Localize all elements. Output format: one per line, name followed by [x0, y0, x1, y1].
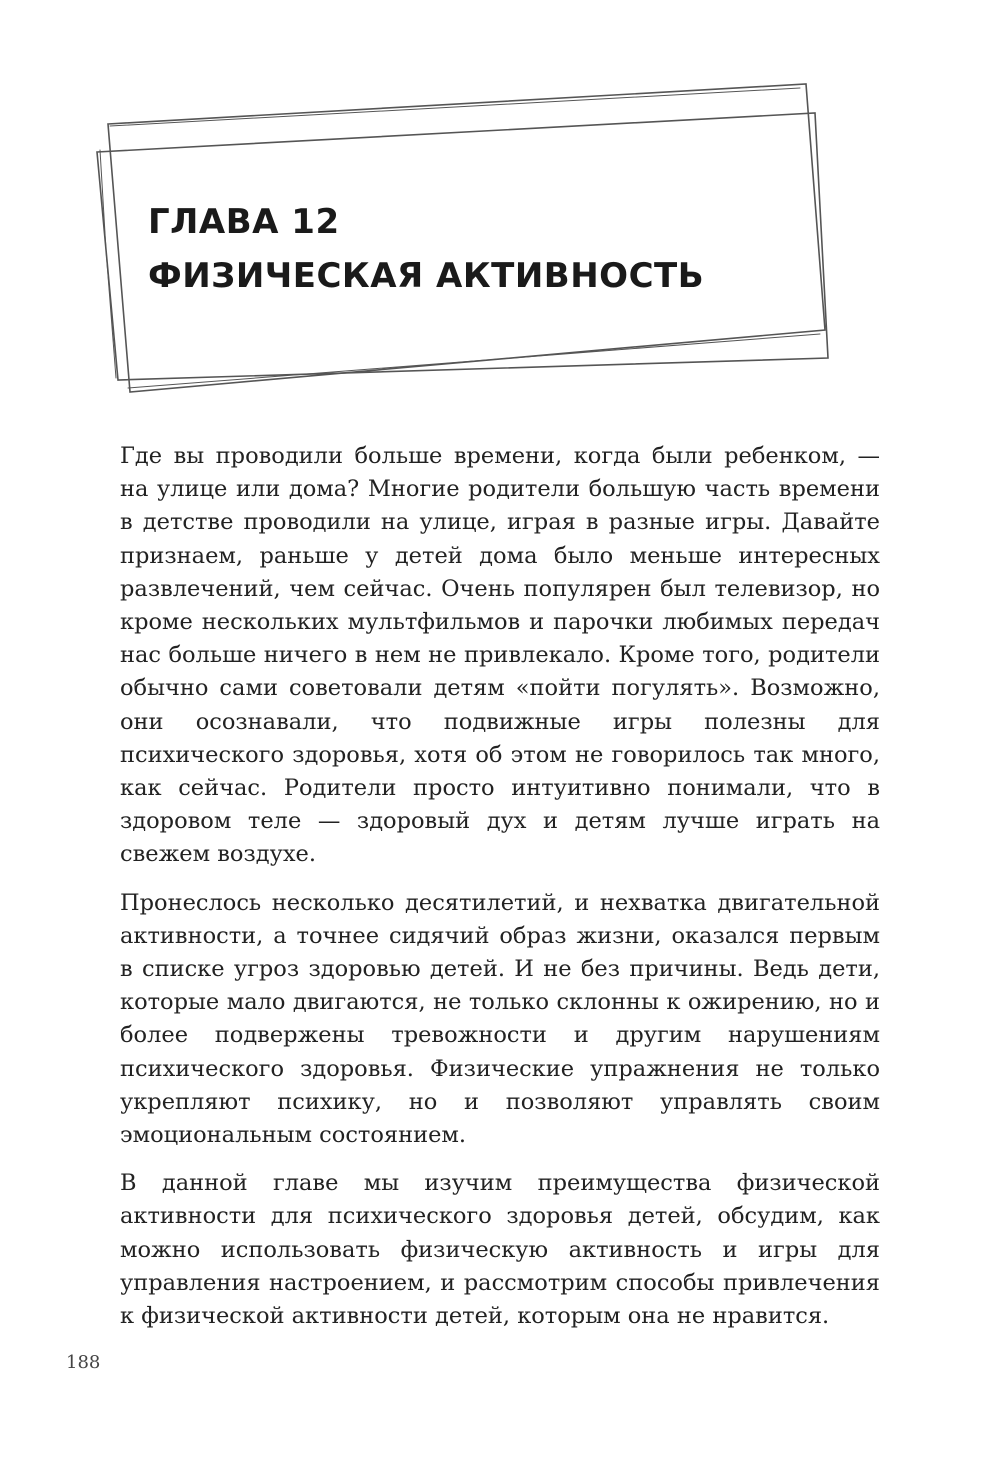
chapter-number: ГЛАВА 12 — [148, 202, 340, 242]
body-text — [120, 440, 880, 1348]
paragraph: В данной главе мы изучим преимущества физической активности для психического здоровья детей, обсудим, как можно использовать физическую активность и игры для управления настроением, и рассмотрим способы привлечения к физической активности детей, которым она не нравится. — [120, 1170, 880, 1330]
chapter-heading — [148, 195, 704, 303]
paragraph: Где вы проводили больше времени, когда были ребенком, — на улице или дома? Многие родители большую часть времени в детстве проводили на улице, играя в разные игры. Давайте признаем, раньше у детей дома было меньше интересных развлечений, чем сейчас. Очень популярен был телевизор, но кроме нескольких мультфильмов и парочки любимых передач нас больше ничего в нем не привлекало. Кроме того, родители обычно сами советовали детям «пойти погулять». Возможно, они осознавали, что подвижные игры полезны для психического здоровья, хотя об этом не говорилось так много, как сейчас. Родители просто интуитивно понимали, что в здоровом теле — здоровый дух и детям лучше играть на свежем воздухе. — [120, 443, 880, 868]
paragraph: Пронеслось несколько десятилетий, и нехватка двигательной активности, а точнее сидячий образ жизни, оказался первым в списке угроз здоровью детей. И не без причины. Ведь дети, которые мало двигаются, не только склонны к ожирению, но и более подвержены тревожности и другим нарушениям психического здоровья. Физические упражнения не только укрепляют психику, но и позволяют управлять своим эмоциональным состоянием. — [120, 889, 880, 1149]
page-number: 188 — [66, 1352, 101, 1373]
chapter-title: ФИЗИЧЕСКАЯ АКТИВНОСТЬ — [148, 256, 705, 296]
